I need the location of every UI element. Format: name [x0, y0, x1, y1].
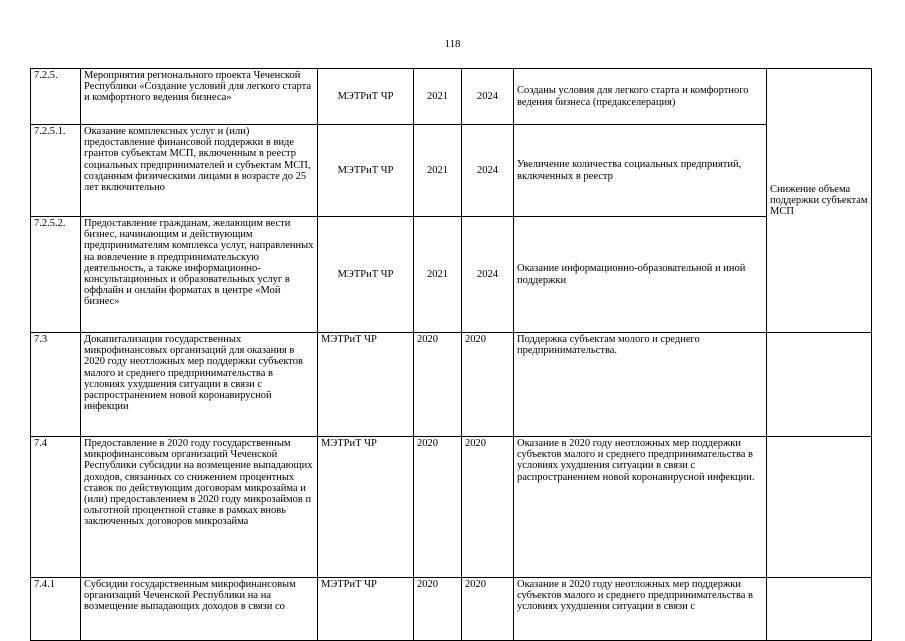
table-row [31, 437, 872, 578]
executor: МЭТРиТ ЧР [318, 333, 414, 437]
indicator-empty [767, 333, 872, 437]
row-number: 7.4 [31, 437, 81, 578]
indicator-empty [767, 578, 872, 641]
executor: МЭТРиТ ЧР [318, 578, 414, 641]
measures-table [30, 68, 872, 641]
executor: МЭТРиТ ЧР [318, 69, 414, 125]
expected-result: Увеличение количества социальных предприятий, включенных в реестр [514, 125, 767, 217]
year-start: 2021 [414, 125, 462, 217]
year-end: 2020 [462, 333, 514, 437]
year-end: 2024 [462, 217, 514, 333]
year-start: 2020 [414, 333, 462, 437]
table-row [31, 578, 872, 641]
expected-result: Оказание информационно-образовательной и иной поддержки [514, 217, 767, 333]
executor: МЭТРиТ ЧР [318, 437, 414, 578]
executor: МЭТРиТ ЧР [318, 125, 414, 217]
year-end: 2020 [462, 578, 514, 641]
row-number: 7.3 [31, 333, 81, 437]
row-number: 7.4.1 [31, 578, 81, 641]
table-row [31, 217, 872, 333]
measure-description: Субсидии государственным микрофинансовым организаций Чеченской Республики на на возмещение выпадающих доходов в связи со [81, 578, 318, 641]
measure-description: Предоставление в 2020 году государственным микрофинансовым организаций Чеченской Республики субсидии на возмещение выпадающих доходов, связанных со снижением процентных ставок по действующим договорам микрозайма и (или) предоставлением в 2020 году микрозаймов п ольготной процентной ставке в рамках вновь заключенных договоров микрозайма [81, 437, 318, 578]
table-row [31, 125, 872, 217]
executor: МЭТРиТ ЧР [318, 217, 414, 333]
row-number: 7.2.5. [31, 69, 81, 125]
year-end: 2024 [462, 69, 514, 125]
expected-result: Поддержка субъектам молого и среднего предпринимательства. [514, 333, 767, 437]
expected-result: Оказание в 2020 году неотложных мер поддержки субъектов малого и среднего предпринимательства в условиях ухудшения ситуации в связи с [514, 578, 767, 641]
page-number: 118 [444, 38, 461, 50]
row-number: 7.2.5.1. [31, 125, 81, 217]
year-end: 2024 [462, 125, 514, 217]
expected-result: Оказание в 2020 году неотложных мер поддержки субъектов малого и среднего предпринимательства в условиях ухудшения ситуации в связи с распространением новой коронавирусной инфекции. [514, 437, 767, 578]
row-number: 7.2.5.2. [31, 217, 81, 333]
measure-description: Мероприятия регионального проекта Чеченской Республики «Создание условий для легкого старта и комфортного ведения бизнеса» [81, 69, 318, 125]
year-end: 2020 [462, 437, 514, 578]
indicator: Снижение объема поддержки субъектам МСП [767, 69, 872, 333]
table-row [31, 69, 872, 125]
year-start: 2021 [414, 217, 462, 333]
expected-result: Созданы условия для легкого старта и комфортного ведения бизнеса (предакселерация) [514, 69, 767, 125]
measure-description: Докапитализация государственных микрофинансовых организаций для оказания в 2020 году неотложных мер поддержки субъектов малого и среднего предпринимательства в условиях ухудшения ситуации в связи с распространением новой коронавирусной инфекции [81, 333, 318, 437]
year-start: 2020 [414, 437, 462, 578]
measure-description: Оказание комплексных услуг и (или) предоставление финансовой поддержки в виде грантов субъектам МСП, включенным в реестр социальных предпринимателей и субъектам МСП, созданным физическими лицами в возрасте до 25 лет включительно [81, 125, 318, 217]
year-start: 2020 [414, 578, 462, 641]
year-start: 2021 [414, 69, 462, 125]
measure-description: Предоставление гражданам, желающим вести бизнес, начинающим и действующим предпринимателям комплекса услуг, направленных на вовлечение в предпринимательскую деятельность, а также информационно-консультационных и образовательных услуг в оффлайн и онлайн форматах в центре «Мой бизнес» [81, 217, 318, 333]
indicator-empty [767, 437, 872, 578]
table-row [31, 333, 872, 437]
